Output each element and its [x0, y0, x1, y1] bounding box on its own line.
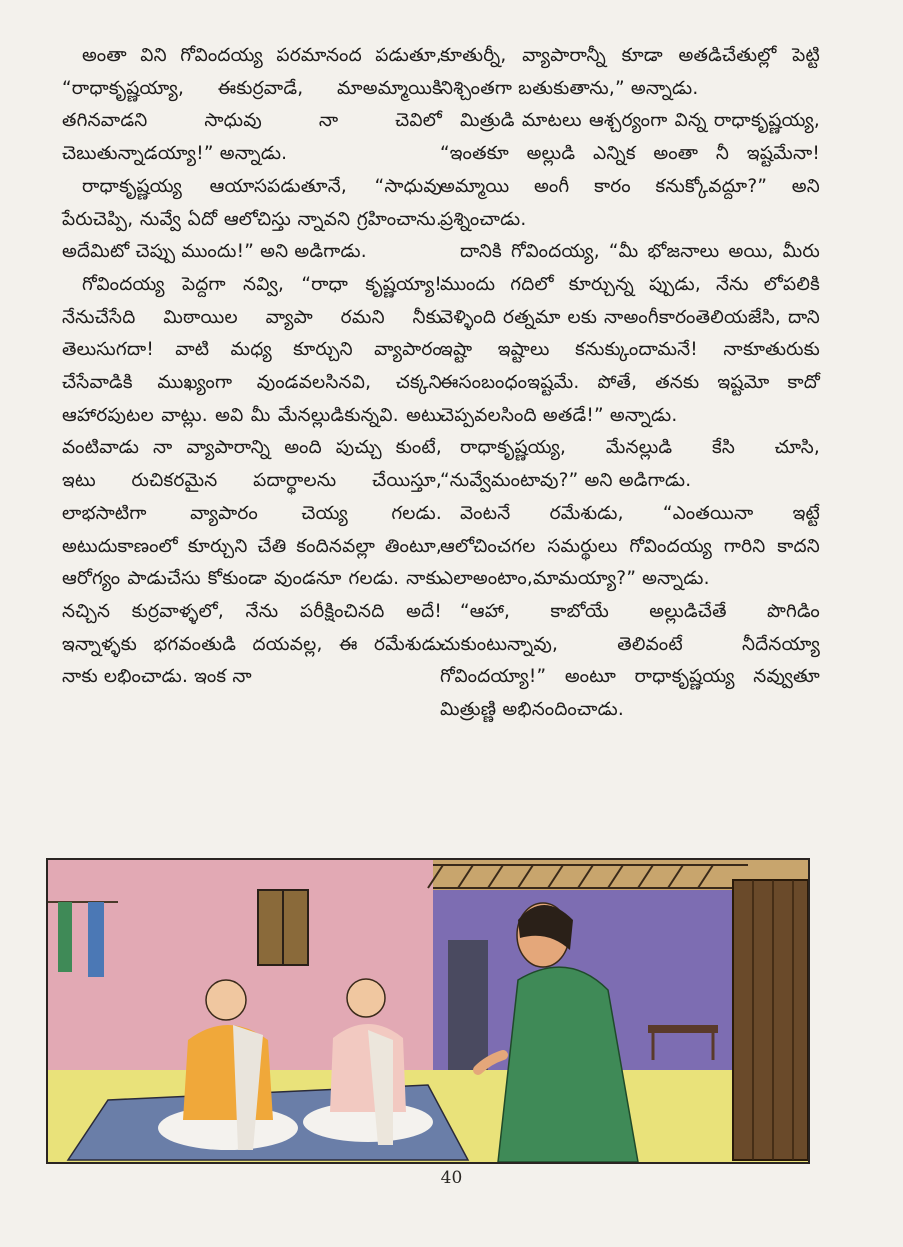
wooden-door — [733, 880, 808, 1160]
left-column — [62, 40, 442, 694]
story-illustration — [46, 858, 810, 1164]
paragraph: మిత్రుడి మాటలు ఆశ్చర్యంగా విన్న రాధాకృష్ణయ్య, “ఇంతకూ అల్లుడి ఎన్నిక అంతా నీ ఇష్టమేనా! అమ్మాయి అంగీ కారం కనుక్కోవద్దూ?” అని ప్రశ్నించాడు. — [440, 110, 820, 230]
page-number: 40 — [440, 1168, 463, 1188]
hanging-cloth — [58, 902, 72, 972]
seated-man-kurta — [330, 1024, 406, 1112]
paragraph: దానికి గోవిందయ్య, “మీ భోజనాలు అయి, మీరు ముందు గదిలో కూర్చున్న ప్పుడు, నేను లోపలికి వెళ్ళింది రత్నమా లకు నాఅంగీకారంతెలియజేసి, దాని ఇష్టా ఇష్టాలు కనుక్కుందామనే! నాకూతురుకు ఈసంబంధంఇష్టమే. పోతే, తనకు ఇష్టమో కాదో చెప్పవలసింది అతడే!” అన్నాడు. — [440, 241, 820, 426]
paragraph: వెంటనే రమేశుడు, “ఎంతయినా ఇట్టే ఆలోచించగల సమర్థులు గోవిందయ్య గారిని కాదని ఎలాఅంటాం,మామయ్యా?” అన్నాడు. — [440, 502, 820, 590]
hanging-cloth — [88, 902, 104, 977]
paragraph: “ఆహా, కాబోయే అల్లుడిచేతే పొగిడిం చుకుంటున్నావు, తెలివంటే నీదేనయ్యా గోవిందయ్యా!” అంటూ రాధాకృష్ణయ్య నవ్వుతూ మిత్రుణ్ణి అభినందించాడు. — [440, 600, 820, 721]
paragraph: రాధాకృష్ణయ్య, మేనల్లుడి కేసి చూసి, “నువ్వేమంటావు?” అని అడిగాడు. — [440, 437, 820, 492]
right-column — [440, 40, 820, 727]
paragraph: రాధాకృష్ణయ్య ఆయాసపడుతూనే, “సాధువు పేరుచెప్పి, నువ్వే ఏదో ఆలోచిస్తు న్నావని గ్రహించాను. అదేమిటో చెప్పు ముందు!” అని అడిగాడు. — [62, 175, 442, 263]
man-head — [347, 979, 385, 1017]
paragraph: అంతా విని గోవిందయ్య పరమానంద పడుతూ, “రాధాకృష్ణయ్యా, ఈకుర్రవాడే, మాఅమ్మాయికి తగినవాడని సాధువు నా చెవిలో చెబుతున్నాడయ్యా!” అన్నాడు. — [62, 45, 442, 165]
doorway — [448, 940, 488, 1070]
table — [648, 1025, 718, 1033]
man-head — [206, 980, 246, 1020]
paragraph: గోవిందయ్య పెద్దగా నవ్వి, “రాధా కృష్ణయ్యా! నేనుచేసేది మిఠాయిల వ్యాపా రమని నీకు తెలుసుగదా! వాటి మధ్య కూర్చుని వ్యాపారం చేసేవాడికి ముఖ్యంగా వుండవలసినవి, చక్కని ఆహారపుటల వాట్లు. అవి మీ మేనల్లుడికున్నవి. అటు వంటివాడు నా వ్యాపారాన్ని అంది పుచ్చు కుంటే, ఇటు రుచికరమైన పదార్థాలను చేయిస్తూ, లాభసాటిగా వ్యాపారం చెయ్య గలడు. అటుదుకాణంలో కూర్చుని చేతి కందినవల్లా తింటూ, ఆరోగ్యం పాడుచేసు కోకుండా వుండనూ గలడు. నాకు నచ్చిన కుర్రవాళ్ళలో, నేను పరీక్షించినది అదే! ఇన్నాళ్ళకు భగవంతుడి దయవల్ల, ఈ రమేశుడు నాకు లభించాడు. ఇంక నా — [62, 273, 442, 688]
paragraph: కూతుర్నీ, వ్యాపారాన్నీ కూడా అతడిచేతుల్లో పెట్టి నిశ్చింతగా బతుకుతాను,” అన్నాడు. — [440, 45, 820, 99]
